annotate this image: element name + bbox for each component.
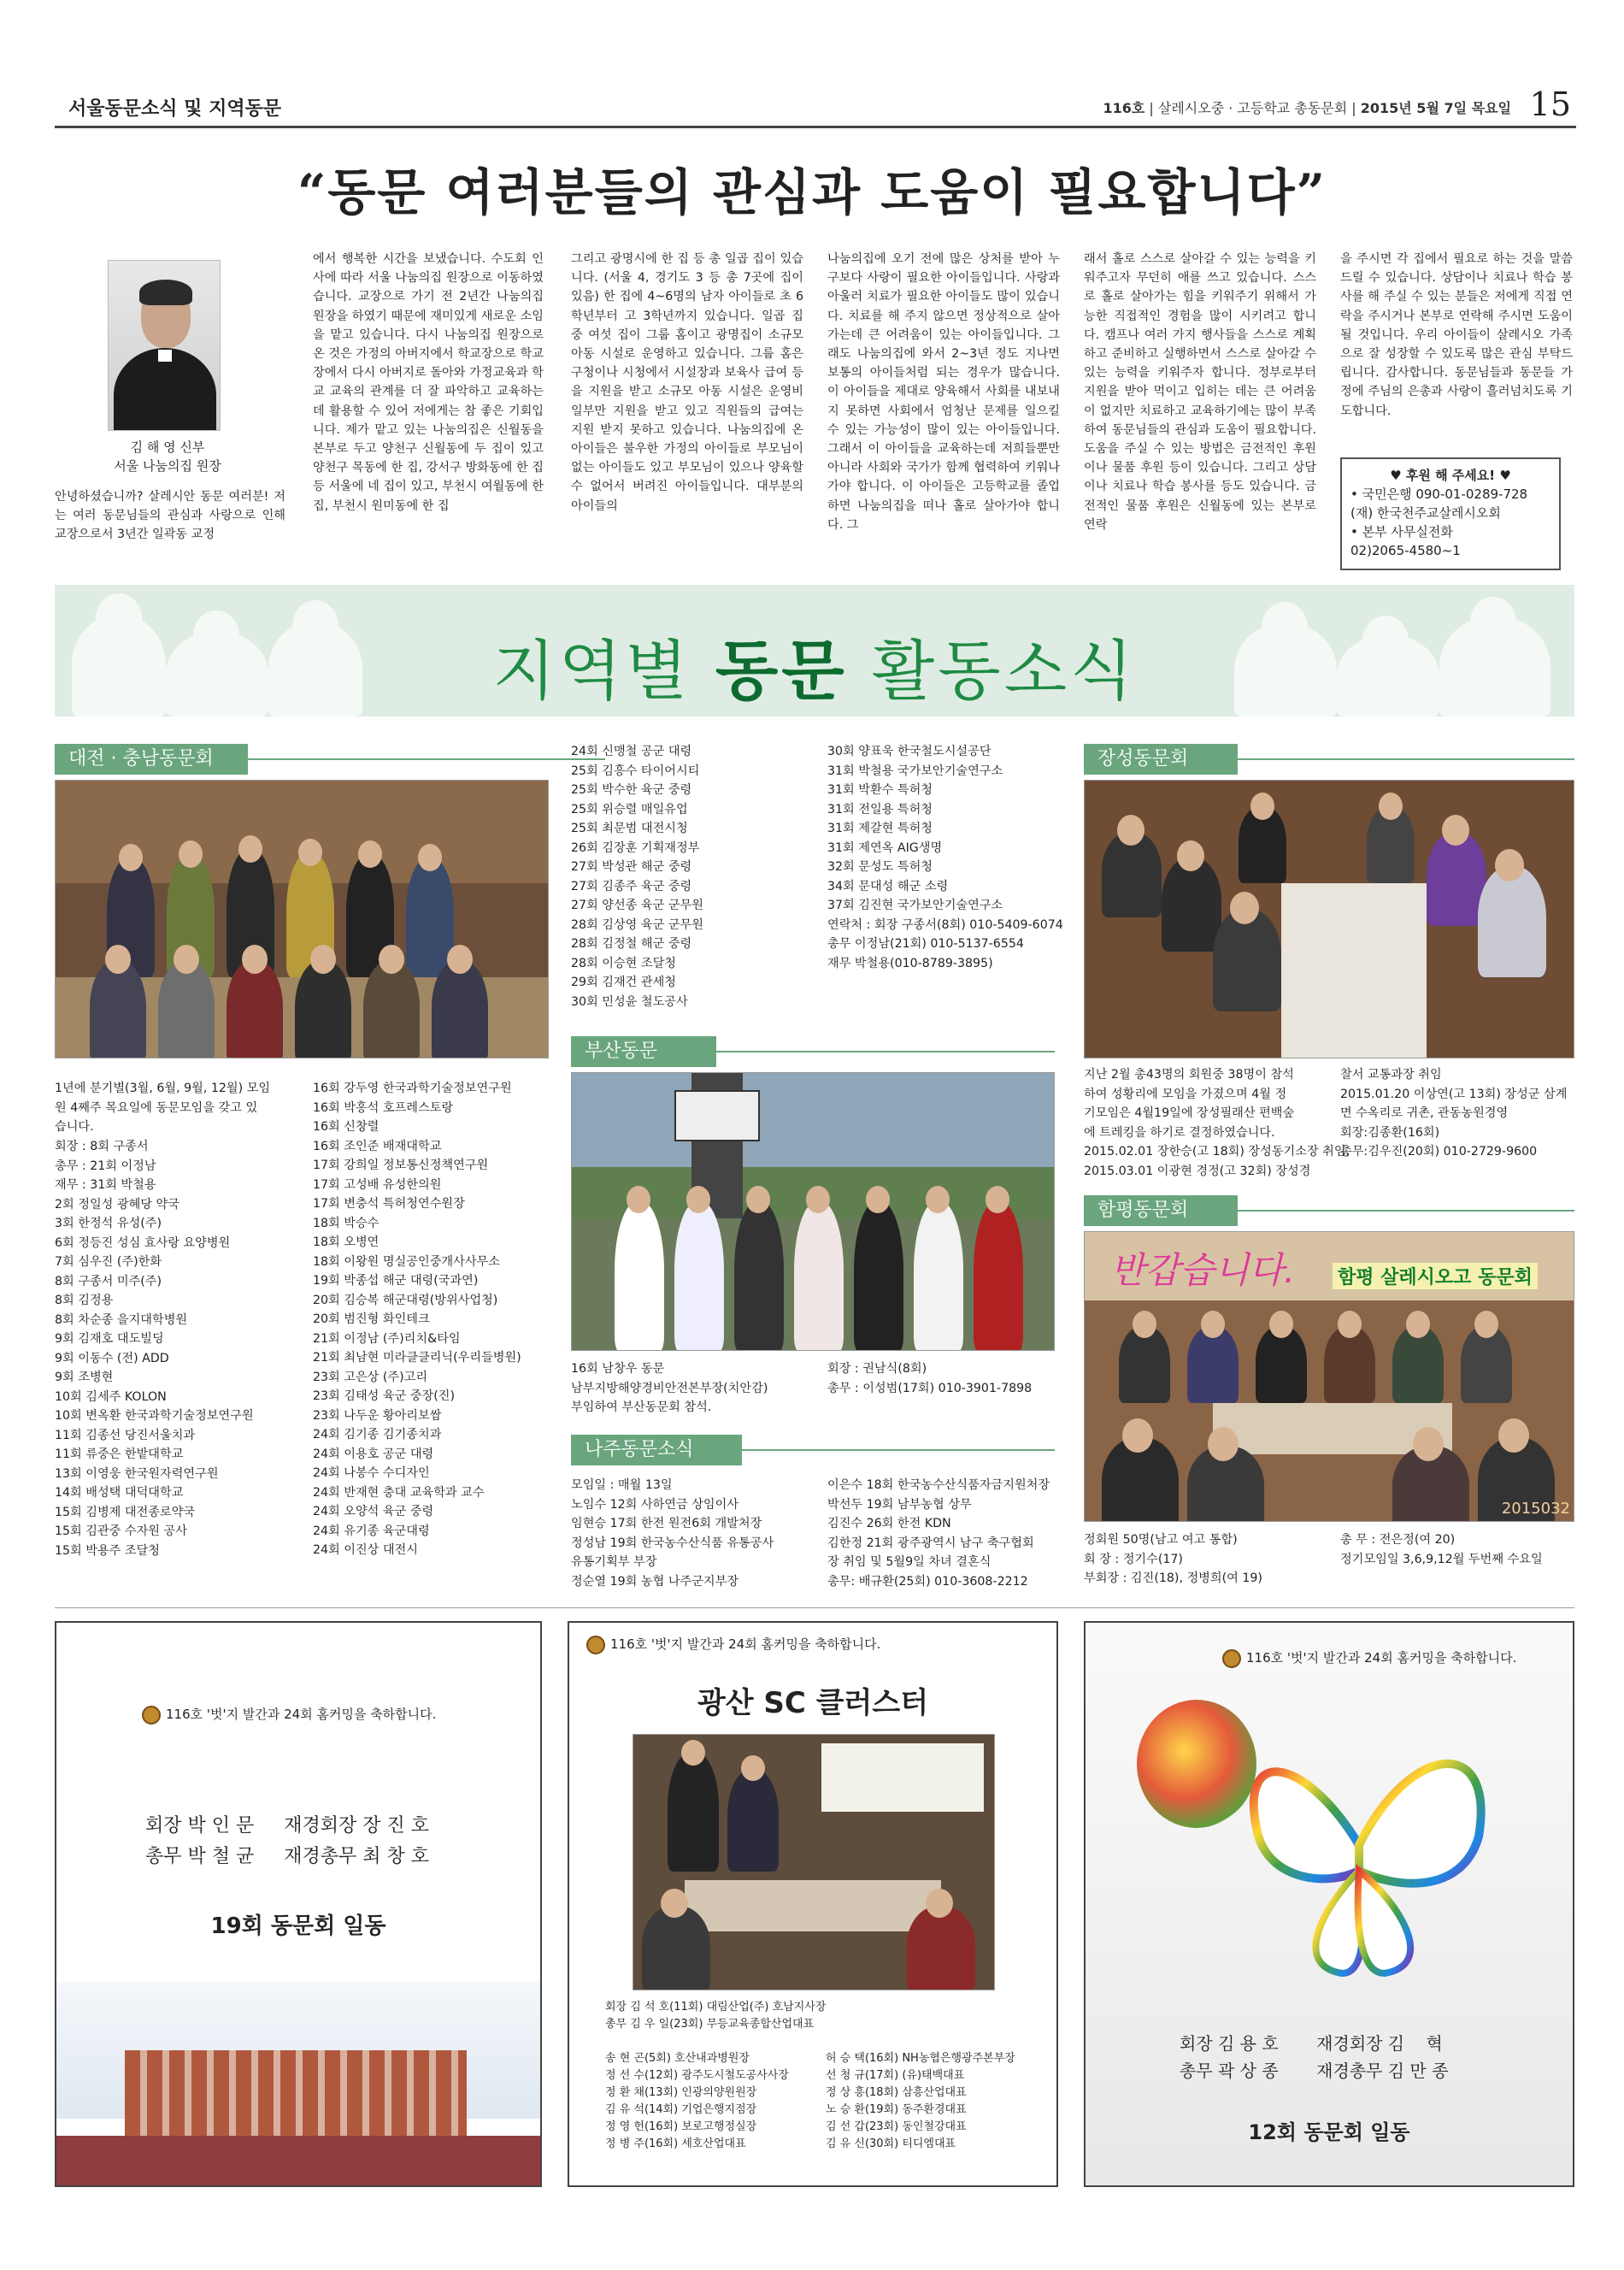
school-emblem-icon	[586, 1636, 605, 1654]
member-line: 23회 김태성 육군 중장(진)	[313, 1389, 455, 1403]
ad-12th-class	[1084, 1621, 1574, 2187]
section-tag-daejeon: 대전 · 충남동문회	[55, 744, 248, 775]
busan-left: 16회 남창우 동문 남부지방해양경비안전본부장(치안감) 부임하여 부산동문회 참석.	[571, 1362, 768, 1414]
issue-info: 116호 | 살레시오중 · 고등학교 총동문회 | 2015년 5월 7일 목요일	[1103, 100, 1511, 116]
member-line: 7회 심우진 (주)한화	[55, 1255, 162, 1269]
member-line: 20회 김승복 해군대령(방위사업청)	[313, 1293, 498, 1307]
member-line: 김진수 26회 한전 KDN	[827, 1517, 951, 1530]
member-line: 21회 최남현 미라클클리닉(우리들병원)	[313, 1351, 521, 1365]
member-line: 9회 조병현	[55, 1371, 114, 1384]
member-line: 장 취임 및 5월9일 차녀 결혼식	[827, 1555, 991, 1569]
section-tag-hampyeong: 함평동문회	[1084, 1195, 1238, 1226]
member-line: 송 현 곤(5회) 호산내과병원장	[605, 2052, 750, 2065]
section-title: 서울동문소식 및 지역동문	[68, 98, 282, 120]
member-line: 15회 김병제 대전종로약국	[55, 1505, 196, 1519]
member-line: 11회 류중은 한밭대학교	[55, 1447, 184, 1461]
member-line: 정성남 19회 한국농수산식품 유통공사	[571, 1536, 774, 1550]
article-col-2: 에서 행복한 시간을 보냈습니다. 수도회 인사에 따라 서울 나눔의집 원장으로 이동하였습니다. 교장으로 가기 전 2년간 나눔의집 원장을 하였기 때문에 재미있게 새로운 소임을 맡고 있습니다. 다시 나눔의집 원장으로 온 것은 가정의 아버지에서 학교장으로 학교장에서 다시 아버지로 돌아와 가정교육과 학교 교육의 관계를 더 잘 파악하고 교육하는데 활용할 수 있어 저에게는 참 좋은 기회입니다. 제가 맡고 있는 나눔의집은 신월동을 본부로 두고 양천구 신월동에 두 집이 있고 양천구 목동에 한 집, 강서구 방화동에 한 집 등 서울에 네 집이 있고, 부천시 여월동에 한 집, 부천시 원미동에 한 집	[313, 252, 544, 513]
ad2-event-photo	[633, 1734, 995, 1990]
daejeon-members-left	[55, 1137, 254, 1560]
ad1-congrats: 116호 '벗'지 발간과 24회 홈커밍을 축하합니다.	[142, 1705, 436, 1725]
member-line: 이은수 18회 한국농수산식품자금지원처장	[827, 1478, 1050, 1492]
author-name: 김 해 영 신부	[130, 439, 205, 455]
member-line: 17회 변충석 특허청연수원장	[313, 1197, 465, 1211]
member-line: 32회 문성도 특허청	[827, 860, 933, 874]
daejeon-members-right	[313, 1079, 521, 1560]
member-line: 총무: 배규환(25회) 010-3608-2212	[827, 1574, 1028, 1589]
daejeon-members-mid1	[571, 742, 703, 1011]
article-col-1: 안녕하셨습니까? 살레시안 동문 여러분! 저는 여러 동문님들의 관심과 사랑으로 인해 교장으로서 3년간 일곽동 교정	[55, 490, 285, 542]
member-line: 34회 문대성 해군 소령	[827, 879, 949, 893]
member-line: 27회 양선종 육군 군무원	[571, 899, 703, 912]
article-col-5: 래서 홀로 스스로 살아갈 수 있는 능력을 키워주고자 무던히 애를 쓰고 있습니다. 스스로 홀로 살아가는 힘을 키워주기 위해서 가능한 직접적인 경험을 많이 시키려고 합니다. 캠프나 여러 가지 행사들을 스스로 계획하고 준비하고 실행하면서 스스로 살아갈 수 있는 능력을 키워주자 합니다. 정부로부터 지원을 받아 먹이고 입히는 데는 큰 어려움이 없지만 치료하고 교육하기에는 많이 부족하여 동문님들의 관심과 도움이 필요합니다. 도움을 주실 수 있는 방법은 금전적인 후원이나 물품 후원 등이 있습니다. 그리고 상담이나 치료나 학습 봉사를 등도 있습니다. 금전적인 물품 후원은 신월동에 있는 본부로 연락	[1084, 252, 1316, 532]
member-line: 24회 오양석 육군 중령	[313, 1505, 434, 1518]
ad3-names: 회장 김 용 호 재경회장 김 혁 총무 곽 상 종 재경총무 김 만 종	[1180, 2033, 1449, 2081]
member-line: 9회 김재호 대도빌딩	[55, 1332, 164, 1346]
member-line: 16회 조인준 배재대학교	[313, 1139, 442, 1153]
member-line: 28회 김상영 육군 군무원	[571, 917, 703, 932]
ad-19th-class	[55, 1621, 542, 2187]
ad-gwangsan-sc	[568, 1621, 1058, 2187]
member-line: 23회 고은상 (주)고리	[313, 1370, 428, 1384]
daejeon-group-photo	[55, 780, 549, 1058]
member-line: 재무 박철용(010-8789-3895)	[827, 956, 993, 970]
member-line: 8회 김정용	[55, 1294, 114, 1307]
member-line: 정 상 흥(18회) 삼흥산업대표	[826, 2086, 967, 2099]
member-line: 30회 양표욱 한국철도시설공단	[827, 745, 991, 758]
ad2-members-right	[826, 2050, 1015, 2153]
ad1-title: 19회 동문회 일동	[210, 1913, 386, 1939]
member-line: 27회 김종주 육군 중령	[571, 879, 692, 893]
author-caption	[108, 438, 227, 475]
member-line: 유통기획부 부장	[571, 1555, 657, 1569]
headline: “동문 여러분들의 관심과 도움이 필요합니다”	[297, 163, 1327, 221]
member-line: 25회 최문범 대전시청	[571, 822, 688, 835]
member-line: 17회 고성배 유성한의원	[313, 1177, 442, 1192]
member-line: 25회 위승렬 매일유업	[571, 802, 688, 817]
member-line: 13회 이영웅 한국원자력연구원	[55, 1466, 219, 1481]
member-line: 24회 유기종 육군대령	[313, 1524, 430, 1538]
hampyeong-left: 정회원 50명(남고 여고 통합) 회 장 : 정기수(17) 부회장 : 김진(18), 정병희(여 19)	[1084, 1533, 1262, 1585]
donation-box	[1340, 457, 1561, 570]
school-emblem-icon	[142, 1706, 161, 1725]
article-col-3: 그리고 광명시에 한 집 등 총 일곱 집이 있습니다. (서울 4, 경기도 3 등 총 7곳에 집이 있음) 한 집에 4~6명의 남자 아이들로 초 6학년부터 고 3학년까지 있습니다. 일곱 집 중 여섯 집이 그룹 홈이고 광명집이 소규모 아동 시설로 운영하고 있습니다. 그룹 홈은 구청이나 시청에서 시설장과 보육사 급여 등을 지원을 받고 소규모 아동 시설은 운영비 일부만 지원을 받고 있고 직원들의 급여는 지원 받지 못하고 있습니다. 나눔의집에 온 아이들은 불우한 가정의 아이들로 부모님이 없는 아이들도 있고 부모님이 있으나 양육할 수 없어서 버려진 아이들입니다. 대부분의 아이들의	[571, 252, 803, 513]
donation-title: ♥ 후원 해 주세요! ♥	[1390, 468, 1511, 483]
member-line: 37회 김진현 국가보안기술연구소	[827, 899, 1003, 912]
member-line: 16회 박홍석 호프레스토랑	[313, 1100, 454, 1115]
member-line: 김 선 갑(23회) 동인철강대표	[826, 2120, 967, 2133]
member-line: 김한정 21회 광주광역시 남구 축구협회	[827, 1536, 1034, 1550]
member-line: 연락처 : 회장 구종서(8회) 010-5409-6074	[827, 917, 1063, 932]
section-tag-jangseong: 장성동문회	[1084, 744, 1238, 775]
member-line: 24회 김기종 김기종치과	[313, 1428, 442, 1442]
member-line: 선 청 규(17회) (유)태백대표	[826, 2069, 965, 2082]
ad1-names: 회장 박 인 문 재경회장 장 진 호 총무 박 철 균 재경총무 최 창 호	[145, 1815, 429, 1867]
member-line: 회장 : 8회 구종서	[55, 1140, 149, 1153]
member-line: 15회 김관중 수자원 공사	[55, 1524, 187, 1538]
member-line: 31회 전일용 특허청	[827, 802, 933, 817]
member-line: 30회 민성윤 철도공사	[571, 994, 688, 1009]
section-divider	[55, 1607, 1574, 1608]
member-line: 20회 범진형 화인테크	[313, 1312, 430, 1326]
member-line: 24회 이진상 대전시	[313, 1543, 419, 1557]
photo-signage: 반갑습니다.	[1110, 1249, 1296, 1291]
jangseong-right: 찰서 교통과장 취임 2015.01.20 이상연(고 13회) 장성군 삼계 면 수옥리로 귀촌, 관동농원경영 회장:김종환(16회) 총무:김우진(20회) 010-2729-9600	[1340, 1068, 1568, 1159]
ad2-members-left	[605, 2050, 789, 2153]
member-line: 31회 박환수 특허청	[827, 783, 933, 797]
ad3-congrats: 116호 '벗'지 발간과 24회 홈커밍을 축하합니다.	[1222, 1648, 1516, 1668]
banner-title: 지역별 동문 활동소식	[492, 633, 1137, 709]
member-line: 14회 배성택 대덕대학교	[55, 1486, 184, 1500]
member-line: 10회 변옥환 한국과학기술정보연구원	[55, 1409, 254, 1423]
section-tag-busan: 부산동문	[571, 1036, 716, 1067]
member-line: 2회 정일성 광혜당 약국	[55, 1197, 179, 1212]
donation-line: (재) 한국천주교살레시오회	[1350, 505, 1501, 521]
member-line: 31회 제연옥 AIG생명	[827, 840, 943, 855]
member-line: 16회 강두영 한국과학기술정보연구원	[313, 1082, 512, 1095]
member-line: 27회 박성관 해군 중령	[571, 860, 692, 874]
member-line: 9회 이동수 (전) ADD	[55, 1351, 169, 1365]
member-line: 정 환 채(13회) 인광의양원원장	[605, 2086, 757, 2099]
hampyeong-right: 총 무 : 전은정(여 20) 정기모임일 3,6,9,12월 두번째 수요일	[1340, 1533, 1543, 1566]
member-line: 8회 구종서 미주(주)	[55, 1274, 162, 1288]
daejeon-members-mid2	[827, 742, 1063, 973]
member-line: 31회 제갈현 특허청	[827, 822, 933, 835]
author-title: 서울 나눔의집 원장	[114, 458, 221, 474]
member-line: 25회 김흥수 타이어시티	[571, 764, 700, 778]
ad2-congrats: 116호 '벗'지 발간과 24회 홈커밍을 축하합니다.	[586, 1635, 880, 1654]
member-line: 24회 이용호 공군 대령	[313, 1447, 434, 1461]
member-line: 23회 나두운 황아리보쌈	[313, 1408, 442, 1423]
member-line: 임현승 17회 한전 원전6회 개발처장	[571, 1517, 762, 1530]
member-line: 모임일 : 매월 13일	[571, 1478, 673, 1492]
member-line: 3회 한정석 유성(주)	[55, 1217, 162, 1230]
member-line: 24회 신맹철 공군 대령	[571, 745, 692, 758]
member-line: 17회 강희일 정보통신정책연구원	[313, 1159, 489, 1172]
member-line: 18회 박승수	[313, 1216, 380, 1230]
member-line: 총무 이정남(21회) 010-5137-6554	[827, 937, 1024, 951]
donation-line: • 본부 사무실전화	[1350, 524, 1453, 539]
member-line: 김 유 신(30회) 티디엠대표	[826, 2137, 956, 2150]
member-line: 정 병 주(16회) 세호산업대표	[605, 2137, 746, 2150]
daejeon-desc: 1년에 분기별(3월, 6월, 9월, 12월) 모임 원 4째주 목요일에 동문모임을 갖고 있 습니다.	[55, 1082, 271, 1134]
busan-group-photo	[571, 1072, 1055, 1351]
section-tag-naju: 나주동문소식	[571, 1435, 742, 1465]
hampyeong-group-photo	[1084, 1231, 1574, 1522]
photo-banner-text: 함평 살레시오고 동문회	[1333, 1263, 1538, 1289]
member-line: 28회 이승현 조달청	[571, 956, 677, 970]
member-line: 총무 : 21회 이정남	[55, 1159, 156, 1173]
member-line: 31회 박철용 국가보안기술연구소	[827, 764, 1003, 778]
article-col-4: 나눔의집에 오기 전에 많은 상처를 받아 누구보다 사랑이 필요한 아이들입니다. 사랑과 아울러 치료가 필요한 아이들도 많이 있습니다. 치료를 해 주지 않으면 정상적으로 살아가는데 큰 어려움이 있는 아이들입니다. 그래도 나눔의집에 와서 2~3년 정도 지나면 보통의 아이들처럼 되는 경우가 많습니다. 이 아이들을 제대로 양육해서 사회를 내보내지 못하면 사회에서 엄청난 문제를 일으킬 수 있는 가능성이 많이 있는 아이들입니다. 그래서 이 아이들을 교육하는데 저희들뿐만 아니라 사회와 국가가 함께 협력하여 키워나가야 합니다. 이 아이들은 고등학교를 졸업하면 나눔의집을 떠나 홀로 살아가야 합니다. 그	[827, 252, 1060, 532]
member-line: 허 승 택(16회) NH농협은행광주본부장	[826, 2052, 1015, 2065]
member-line: 재무 : 31회 박철용	[55, 1178, 156, 1192]
member-line: 18회 오병연	[313, 1235, 380, 1249]
regional-banner	[55, 585, 1574, 716]
member-line: 노 승 환(19회) 동주환경대표	[826, 2103, 967, 2116]
member-line: 노임수 12회 사하연금 상임이사	[571, 1497, 739, 1512]
naju-right	[827, 1476, 1050, 1591]
issue-date: 2015년 5월 7일 목요일	[1360, 100, 1511, 116]
donation-line: 02)2065-4580~1	[1350, 543, 1461, 558]
ad1-field	[56, 2136, 540, 2187]
ad3-title: 12회 동문회 일동	[1248, 2120, 1410, 2144]
school-emblem-icon	[1222, 1649, 1241, 1668]
member-line: 6회 정등진 성심 효사랑 요양병원	[55, 1235, 231, 1250]
page-number: 15	[1529, 85, 1571, 123]
member-line: 19회 박종섭 해군 대령(국과연)	[313, 1274, 479, 1288]
member-line: 15회 박용주 조달청	[55, 1543, 161, 1558]
donation-line: • 국민은행 090-01-0289-728	[1350, 486, 1528, 502]
member-line: 박선두 19회 남부농협 상무	[827, 1497, 972, 1512]
member-line: 10회 김세주 KOLON	[55, 1389, 167, 1404]
jangseong-left: 지난 2월 총43명의 회원중 38명이 참석 하여 성황리에 모임을 가졌으며 4월 정 기모임은 4월19일에 장성필래산 편백숲 에 트레킹을 하기로 결정하였습니다. 2015.02.01 장한승(고 18회) 장성동기소장 취임, 2015.03.01 이광현 경정(고 32회) 장성경	[1084, 1068, 1350, 1178]
member-line: 11회 김종선 당진서울치과	[55, 1428, 196, 1442]
butterfly-icon	[1205, 1708, 1513, 1990]
member-line: 24회 반재현 충대 교육학과 교수	[313, 1485, 485, 1500]
member-line: 김 유 석(14회) 기업은행지점장	[605, 2103, 757, 2116]
member-line: 24회 나봉수 수디자인	[313, 1466, 430, 1480]
member-line: 정 선 수(12회) 광주도시철도공사사장	[605, 2069, 789, 2082]
member-line: 16회 신창렬	[313, 1120, 380, 1134]
member-line: 21회 이정남 (주)리치&타임	[313, 1331, 461, 1346]
member-line: 정순열 19회 농협 나주군지부장	[571, 1574, 739, 1589]
member-line: 28회 김정철 해군 중령	[571, 937, 692, 951]
naju-left	[571, 1476, 774, 1591]
member-line: 25회 박수한 육군 중령	[571, 783, 692, 797]
article-col-6: 을 주시면 각 집에서 필요로 하는 것을 말씀 드릴 수 있습니다. 상담이나 치료나 학습 봉사를 해 주실 수 있는 분들은 저에게 직접 연락을 주시거나 본부로 연락해 주시면 도움이 될 것입니다. 우리 아이들이 살레시오 가족으로 잘 성장할 수 있도록 많은 관심 부탁드립니다. 감사합니다. 동문님들과 동문들 가정에 주님의 은총과 사랑이 흘러넘치도록 기도합니다.	[1340, 252, 1573, 418]
member-line: 26회 김장훈 기획재정부	[571, 840, 700, 855]
member-line: 정 영 헌(16회) 보로고행정실장	[605, 2120, 757, 2133]
member-line: 8회 차순종 을지대학병원	[55, 1312, 188, 1327]
author-photo	[108, 260, 221, 431]
ad2-head: 회장 김 석 호(11회) 대림산업(주) 호남지사장 총무 김 우 일(23회) 무등교육종합산업대표	[605, 2001, 827, 2031]
photo-date-stamp: 2015032	[1501, 1500, 1570, 1518]
page-header	[55, 85, 1576, 128]
jangseong-dinner-photo	[1084, 780, 1574, 1058]
busan-right: 회장 : 권남식(8회) 총무 : 이성범(17회) 010-3901-7898	[827, 1362, 1033, 1395]
issue-number: 116호	[1103, 100, 1145, 116]
member-line: 18회 이왕원 명실공인중개사사무소	[313, 1254, 500, 1269]
publisher: 살레시오중 · 고등학교 총동문회	[1157, 100, 1348, 116]
ad2-title: 광산 SC 클러스터	[697, 1686, 929, 1720]
member-line: 29회 김재건 관세청	[571, 976, 677, 989]
